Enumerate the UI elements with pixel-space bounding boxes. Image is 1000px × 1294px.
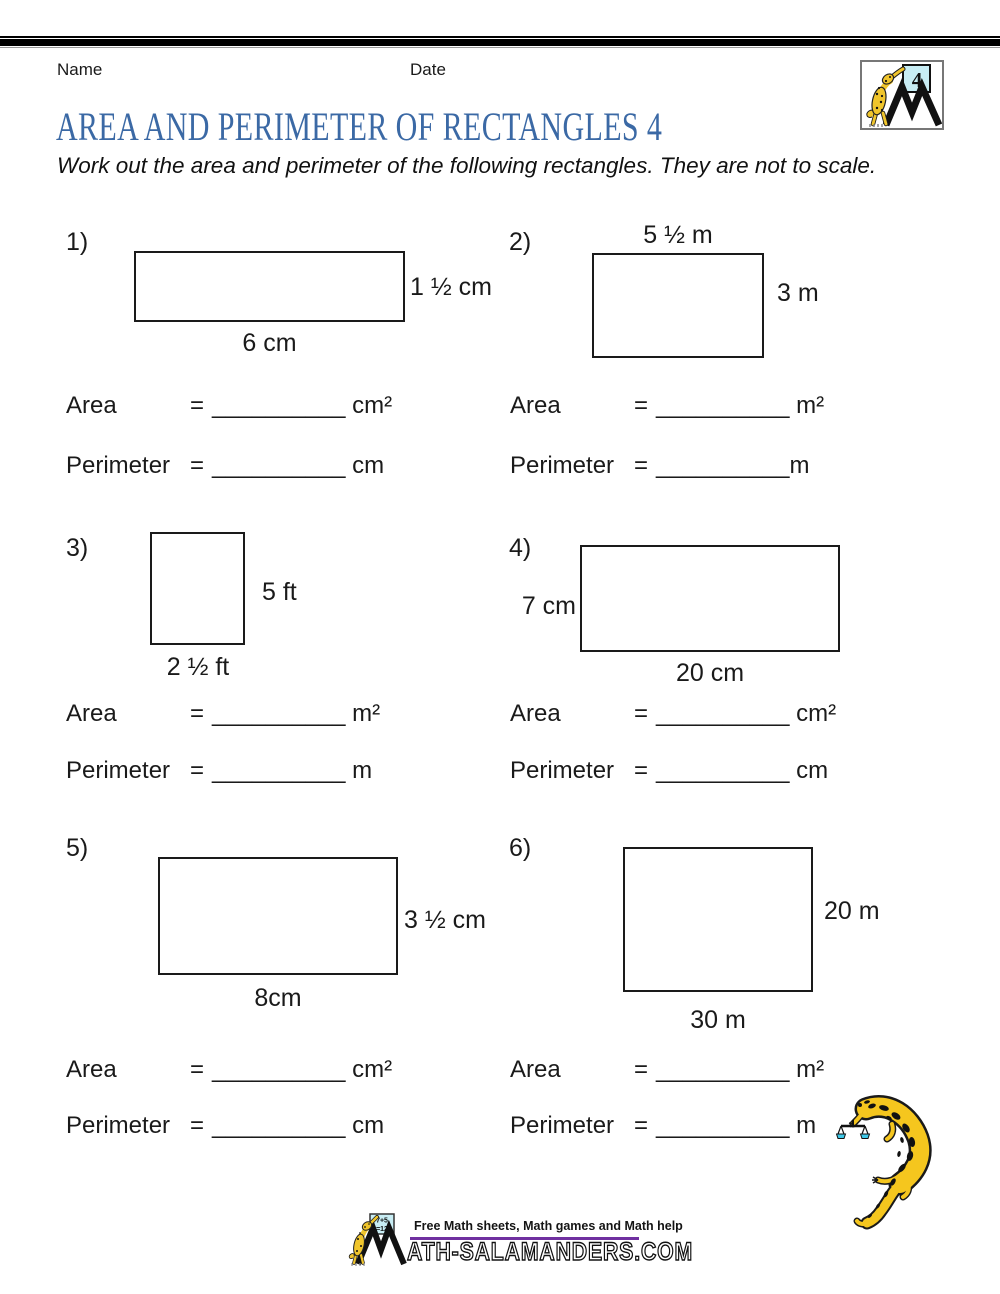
equals-sign: = bbox=[634, 392, 649, 419]
rectangle-width-label: 2 ½ ft bbox=[166, 653, 230, 681]
page-title: AREA AND PERIMETER OF RECTANGLES 4 bbox=[56, 104, 663, 149]
perimeter-label: Perimeter bbox=[66, 452, 171, 479]
equals-sign: = bbox=[190, 757, 205, 784]
perimeter-answer-line bbox=[66, 1112, 384, 1140]
perimeter-answer-line bbox=[510, 452, 809, 480]
area-blank-and-unit: __________ m² bbox=[656, 392, 825, 419]
rectangle-shape bbox=[623, 847, 813, 992]
area-answer-line bbox=[510, 392, 824, 420]
rectangle-width-label: 30 m bbox=[690, 1006, 746, 1034]
salamander-grade-logo-icon bbox=[862, 62, 942, 128]
rectangle-width-label: 6 cm bbox=[242, 329, 297, 357]
problem-number: 3) bbox=[66, 534, 89, 562]
equals-sign: = bbox=[634, 1056, 649, 1083]
area-label: Area bbox=[66, 1056, 117, 1083]
math-salamanders-logo bbox=[860, 60, 944, 130]
perimeter-blank-and-unit: __________ m bbox=[212, 757, 373, 784]
rectangle-shape bbox=[580, 545, 840, 652]
problem-number: 2) bbox=[509, 228, 532, 256]
perimeter-answer-line bbox=[66, 452, 384, 480]
problem-number: 4) bbox=[509, 534, 532, 562]
equals-sign: = bbox=[634, 452, 649, 479]
rectangle-height-label: 1 ½ cm bbox=[410, 273, 492, 301]
instructions-text: Work out the area and perimeter of the following rectangles. They are not to scale. bbox=[57, 153, 877, 178]
problem-number: 5) bbox=[66, 834, 89, 862]
grade-badge-number: 4 bbox=[911, 68, 923, 92]
rectangle-shape bbox=[158, 857, 398, 975]
perimeter-blank-and-unit: __________ m bbox=[656, 1112, 817, 1139]
area-blank-and-unit: __________ cm² bbox=[656, 700, 837, 727]
area-blank-and-unit: __________ cm² bbox=[212, 1056, 393, 1083]
rectangle-height-label: 20 m bbox=[824, 897, 880, 925]
area-answer-line bbox=[510, 700, 836, 728]
top-rule-thin bbox=[0, 36, 1000, 38]
salamander-with-scale-illustration bbox=[836, 1090, 952, 1230]
equals-sign: = bbox=[190, 392, 205, 419]
equals-sign: = bbox=[190, 452, 205, 479]
rectangle-shape bbox=[134, 251, 405, 322]
area-answer-line bbox=[66, 700, 380, 728]
equals-sign: = bbox=[190, 700, 205, 727]
balance-scale-icon bbox=[837, 1120, 870, 1139]
perimeter-label: Perimeter bbox=[510, 1112, 615, 1139]
area-label: Area bbox=[510, 1056, 561, 1083]
area-blank-and-unit: __________ m² bbox=[212, 700, 381, 727]
rectangle-shape bbox=[592, 253, 764, 358]
top-rule-thick bbox=[0, 39, 1000, 46]
perimeter-answer-line bbox=[510, 1112, 816, 1140]
perimeter-blank-and-unit: __________m bbox=[656, 452, 810, 479]
problem-number: 1) bbox=[66, 228, 89, 256]
date-field-label: Date bbox=[410, 60, 446, 79]
perimeter-label: Perimeter bbox=[510, 452, 615, 479]
rectangle-height-label: 3 m bbox=[777, 279, 819, 307]
area-label: Area bbox=[510, 392, 561, 419]
footer-salamander-logo-icon bbox=[348, 1212, 412, 1266]
eye bbox=[858, 1103, 862, 1107]
rectangle-width-label: 20 cm bbox=[675, 659, 745, 687]
equals-sign: = bbox=[634, 1112, 649, 1139]
rectangle-height-label: 5 ft bbox=[262, 578, 297, 606]
footer-tagline: Free Math sheets, Math games and Math help bbox=[414, 1219, 683, 1233]
perimeter-label: Perimeter bbox=[510, 757, 615, 784]
area-label: Area bbox=[66, 700, 117, 727]
area-answer-line bbox=[66, 392, 392, 420]
area-label: Area bbox=[66, 392, 117, 419]
area-blank-and-unit: __________ m² bbox=[656, 1056, 825, 1083]
area-answer-line bbox=[510, 1056, 824, 1084]
footer-site-name: ATH-SALAMANDERS.COM bbox=[407, 1238, 694, 1266]
area-label: Area bbox=[510, 700, 561, 727]
problem-number: 6) bbox=[509, 834, 532, 862]
rectangle-width-label: 5 ½ m bbox=[643, 221, 713, 249]
perimeter-answer-line bbox=[66, 757, 372, 785]
equals-sign: = bbox=[190, 1056, 205, 1083]
perimeter-blank-and-unit: __________ cm bbox=[212, 452, 385, 479]
rectangle-width-label: 8cm bbox=[254, 984, 302, 1012]
perimeter-label: Perimeter bbox=[66, 1112, 171, 1139]
rectangle-height-label: 3 ½ cm bbox=[404, 906, 486, 934]
board-text-line1: 7+5 bbox=[376, 1217, 388, 1225]
equals-sign: = bbox=[190, 1112, 205, 1139]
area-answer-line bbox=[66, 1056, 392, 1084]
rectangle-shape bbox=[150, 532, 245, 645]
area-blank-and-unit: __________ cm² bbox=[212, 392, 393, 419]
top-rule-hairline bbox=[0, 47, 1000, 48]
board-text-line2: =12 bbox=[376, 1226, 388, 1233]
perimeter-blank-and-unit: __________ cm bbox=[656, 757, 829, 784]
perimeter-label: Perimeter bbox=[66, 757, 171, 784]
perimeter-answer-line bbox=[510, 757, 828, 785]
perimeter-blank-and-unit: __________ cm bbox=[212, 1112, 385, 1139]
toes bbox=[849, 1123, 878, 1183]
rectangle-height-label: 7 cm bbox=[521, 592, 576, 620]
name-field-label: Name bbox=[57, 60, 103, 79]
equals-sign: = bbox=[634, 700, 649, 727]
equals-sign: = bbox=[634, 757, 649, 784]
